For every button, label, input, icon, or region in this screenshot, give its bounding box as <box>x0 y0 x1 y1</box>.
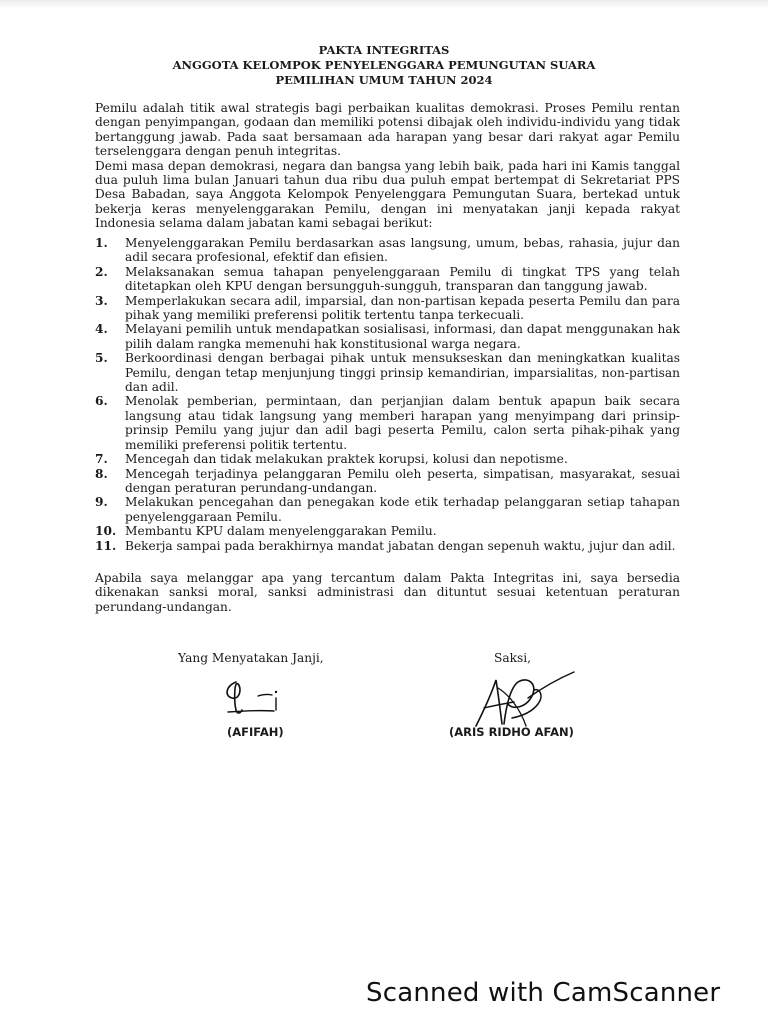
witness-intro-label: Saksi, <box>494 651 532 665</box>
pledge-item <box>95 467 680 496</box>
pledge-text: Memperlakukan secara adil, imparsial, dan non-partisan kepada peserta Pemilu dan para pihak yang memiliki preferensi politik tertentu tanpa terkecuali. <box>125 293 680 323</box>
pledge-number: 2. <box>95 264 108 279</box>
intro-section <box>95 101 680 231</box>
pledge-number: 9. <box>95 495 108 510</box>
camscanner-watermark: Scanned with CamScanner <box>366 978 721 1008</box>
title-line-2: ANGGOTA KELOMPOK PENYELENGGARA PEMUNGUTAN SUARA <box>172 58 596 72</box>
closing-statement <box>95 571 680 614</box>
document-title <box>0 43 768 88</box>
closing-paragraph: Apabila saya melanggar apa yang tercantum dalam Pakta Integritas ini, saya bersedia dikenakan sanksi moral, sanksi administrasi dan dituntut sesuai ketentuan peraturan perundang-undangan. <box>95 571 680 614</box>
pledge-text: Mencegah dan tidak melakukan praktek korupsi, kolusi dan nepotisme. <box>125 452 568 467</box>
scan-edge <box>0 0 768 8</box>
pledge-number: 3. <box>95 293 108 308</box>
pledge-number: 8. <box>95 466 108 481</box>
pledge-text: Menyelenggarakan Pemilu berdasarkan asas langsung, umum, bebas, rahasia, jujur dan adil secara profesional, efektif dan efisien. <box>125 236 680 265</box>
pledge-item <box>95 539 680 553</box>
pledge-text: Membantu KPU dalam menyelenggarakan Pemilu. <box>125 524 437 539</box>
pledge-number: 11. <box>95 538 117 553</box>
pledge-number: 7. <box>95 452 108 467</box>
pledge-item <box>95 294 680 323</box>
intro-paragraph-2: Demi masa depan demokrasi, negara dan bangsa yang lebih baik, pada hari ini Kamis tanggal dua puluh lima bulan Januari tahun dua ribu dua puluh empat bertempat di Sekretariat PPS Desa Babadan, saya Anggota Kelompok Penyelenggara Pemungutan Suara, bertekad untuk bekerja keras menyelenggarakan Pemilu, dengan ini menyatakan janji kepada rakyat Indonesia selama dalam jabatan kami sebagai berikut: <box>95 158 680 231</box>
pledge-number: 1. <box>95 236 108 250</box>
signer-signature <box>218 674 288 718</box>
pledge-number: 6. <box>95 394 108 409</box>
pledge-number: 4. <box>95 322 108 337</box>
pledge-text: Berkoordinasi dengan berbagai pihak untuk mensukseskan dan meningkatkan kualitas Pemilu, dengan tetap menjunjung tinggi prinsip kemandirian, imparsialitas, non-partisan dan adil. <box>125 351 680 395</box>
pledge-item <box>95 351 680 394</box>
signer-name: (AFIFAH) <box>227 725 284 739</box>
witness-signature <box>468 668 578 732</box>
pledge-text: Melakukan pencegahan dan penegakan kode etik terhadap pelanggaran setiap tahapan penyelenggaraan Pemilu. <box>125 495 680 524</box>
pledge-list <box>95 236 680 553</box>
pledge-text: Melayani pemilih untuk mendapatkan sosialisasi, informasi, dan dapat menggunakan hak pilih dalam rangka memenuhi hak konstitusional warga negara. <box>125 322 680 351</box>
pledge-text: Melaksanakan semua tahapan penyelenggaraan Pemilu di tingkat TPS yang telah ditetapkan oleh KPU dengan bersungguh-sungguh, transparan dan tanggung jawab. <box>125 264 680 294</box>
signer-intro-label: Yang Menyatakan Janji, <box>178 651 324 665</box>
witness-name: (ARIS RIDHO AFAN) <box>449 725 574 739</box>
pledge-text: Menolak pemberian, permintaan, dan perjanjian dalam bentuk apapun baik secara langsung atau tidak langsung yang memberi harapan yang menyimpang dari prinsip-prinsip Pemilu yang jujur dan adil bagi peserta Pemilu, calon serta pihak-pihak yang memiliki preferensi politik tertentu. <box>125 394 680 452</box>
pledge-item <box>95 394 680 452</box>
pledge-item <box>95 524 680 538</box>
intro-paragraph-1: Pemilu adalah titik awal strategis bagi perbaikan kualitas demokrasi. Proses Pemilu rentan dengan penyimpangan, godaan dan memiliki potensi dibajak oleh individu-individu yang tidak bertanggung jawab. Pada saat bersamaan ada harapan yang besar dari rakyat agar Pemilu terselenggara dengan penuh integritas. <box>95 101 680 159</box>
pledge-text: Bekerja sampai pada berakhirnya mandat jabatan dengan sepenuh waktu, jujur dan adil. <box>125 538 676 553</box>
pledge-item <box>95 322 680 351</box>
pledge-number: 5. <box>95 351 108 366</box>
pledge-item <box>95 236 680 265</box>
pledge-item <box>95 452 680 466</box>
title-line-1: PAKTA INTEGRITAS <box>318 43 450 57</box>
pledge-item <box>95 495 680 524</box>
title-line-3: PEMILIHAN UMUM TAHUN 2024 <box>275 73 493 87</box>
pledge-text: Mencegah terjadinya pelanggaran Pemilu oleh peserta, simpatisan, masyarakat, sesuai dengan peraturan perundang-undangan. <box>125 466 680 495</box>
pledge-item <box>95 265 680 294</box>
pledge-number: 10. <box>95 524 117 539</box>
